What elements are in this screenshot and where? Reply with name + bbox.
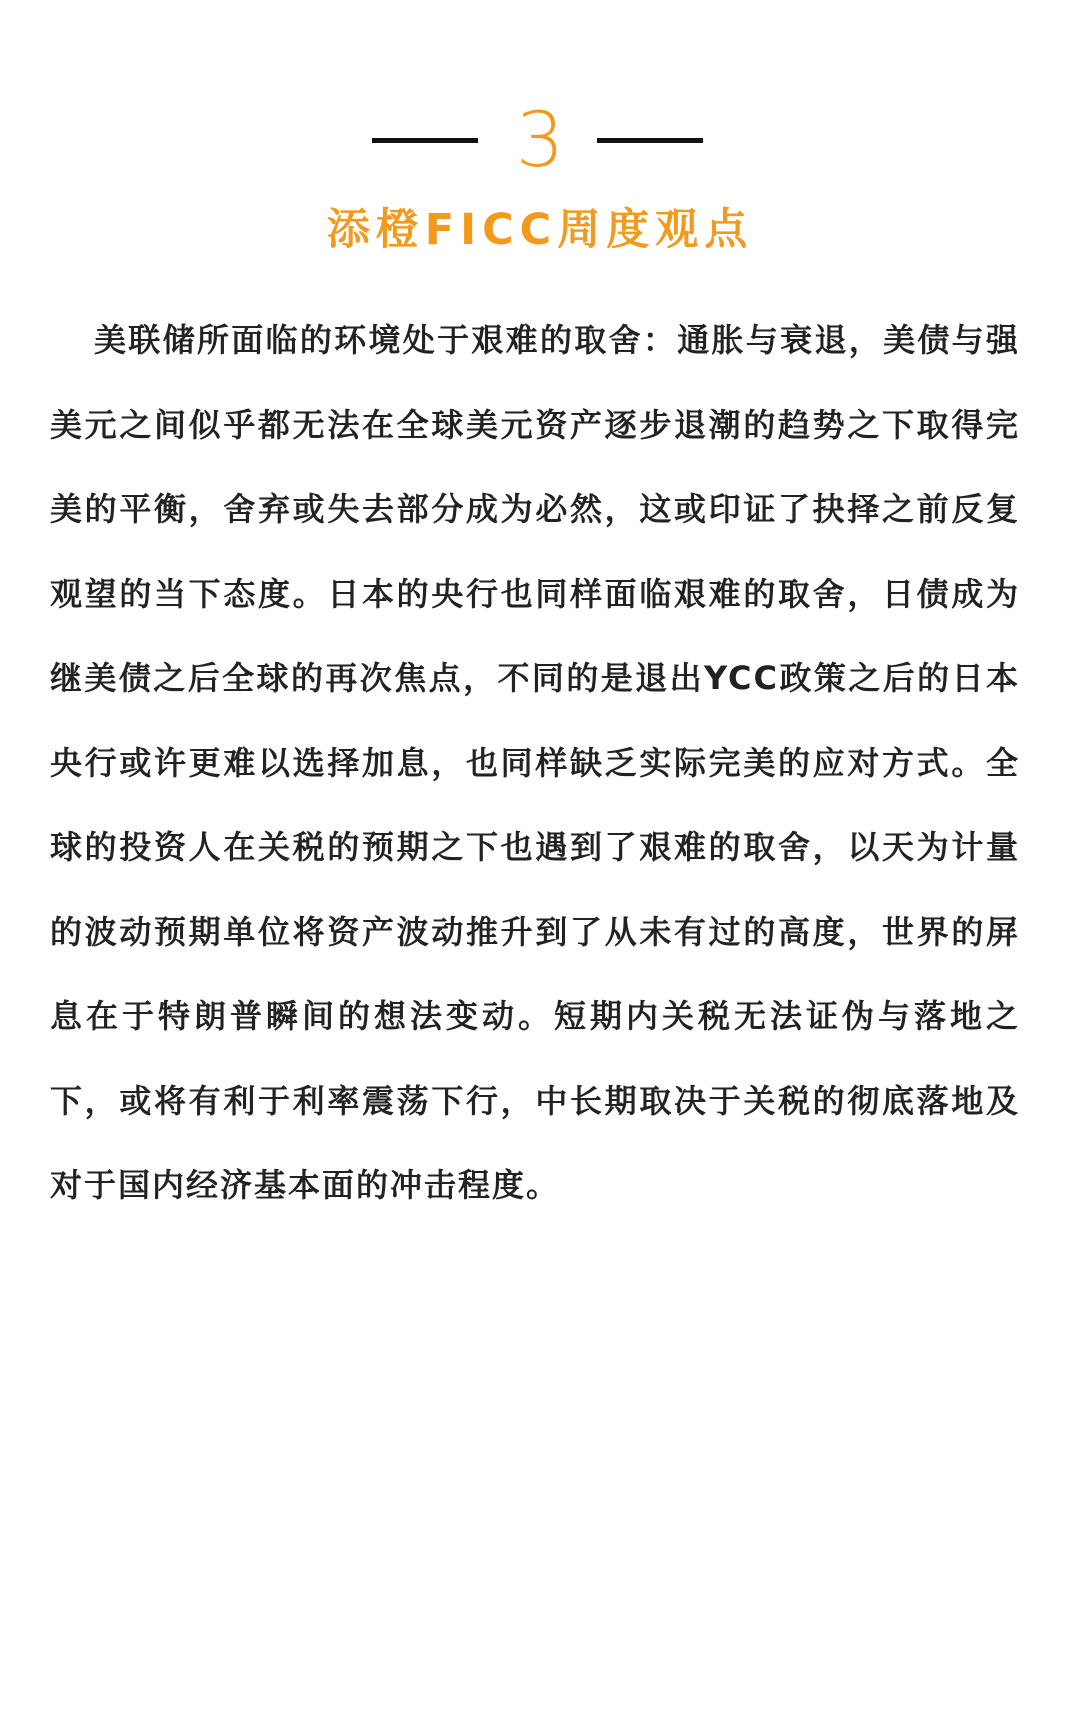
left-divider-line: [372, 138, 478, 143]
right-divider-line: [597, 138, 703, 143]
body-paragraph: 美联储所面临的环境处于艰难的取舍：通胀与衰退，美债与强美元之间似乎都无法在全球美元资产逐步退潮的趋势之下取得完美的平衡，舍弃或失去部分成为必然，这或印证了抉择之前反复观望的当下态度。日本的央行也同样面临艰难的取舍，日债成为继美债之后全球的再次焦点，不同的是退出YCC政策之后的日本央行或许更难以选择加息，也同样缺乏实际完美的应对方式。全球的投资人在关税的预期之下也遇到了艰难的取舍，以天为计量的波动预期单位将资产波动推升到了从未有过的高度，世界的屏息在于特朗普瞬间的想法变动。短期内关税无法证伪与落地之下，或将有利于利率震荡下行，中长期取决于关税的彻底落地及对于国内经济基本面的冲击程度。: [50, 321, 1020, 1204]
section-number-row: [0, 95, 1080, 185]
section-title: 添橙FICC周度观点: [326, 205, 754, 255]
section-number: 3: [515, 95, 565, 184]
